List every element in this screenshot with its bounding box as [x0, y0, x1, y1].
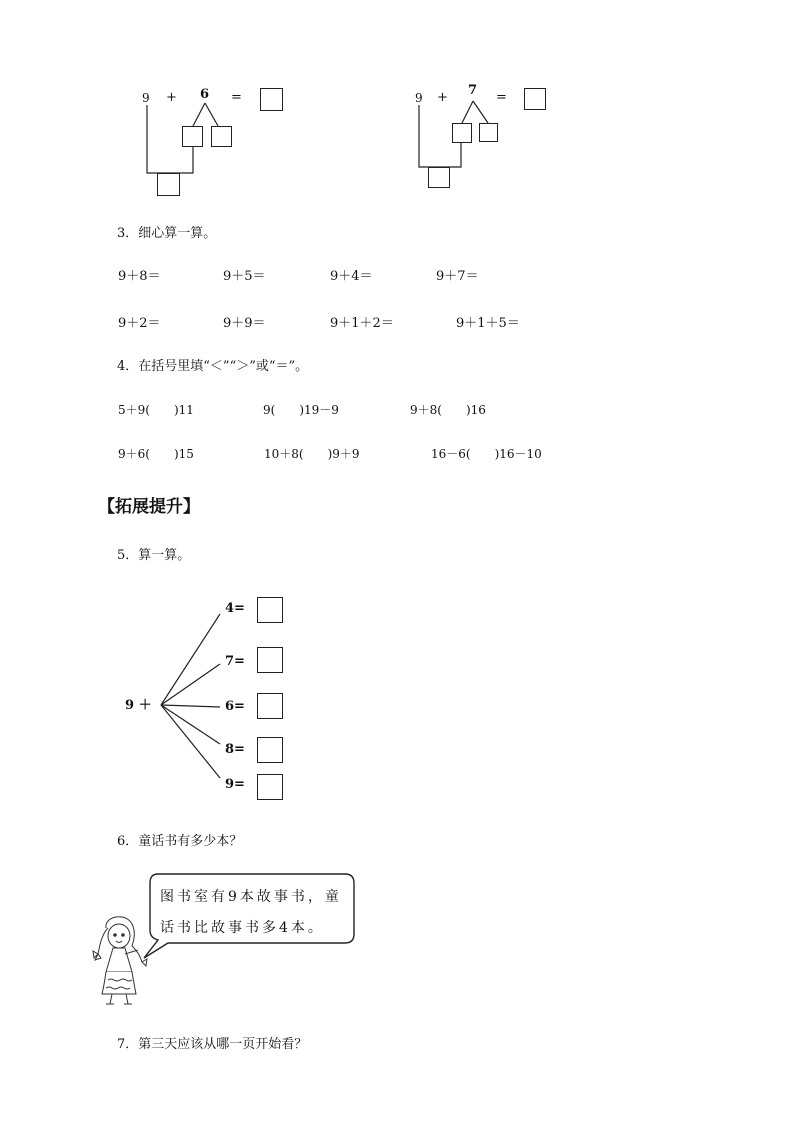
q3-expr-6: 9＋9＝	[223, 316, 266, 331]
q4-compare-5: 10＋8( )9＋9	[264, 447, 360, 461]
diagram1-first-addend: 9	[142, 91, 150, 105]
diagram1-join-line	[147, 105, 193, 173]
q5-branch-label-5: 9=	[225, 777, 245, 792]
diagram2-plus-sign: +	[437, 90, 448, 105]
fan-line-2	[161, 664, 220, 705]
fan-line-4	[161, 705, 220, 744]
q3-expr-3: 9＋4＝	[330, 269, 373, 284]
q4-compare-4: 9＋6( )15	[118, 447, 194, 461]
q3-expr-5: 9＋2＝	[118, 316, 161, 331]
q5-answer-box-2[interactable]	[257, 647, 283, 673]
q5-title: 5．算一算。	[117, 548, 191, 563]
q7-title: 7．第三天应该从哪一页开始看？	[117, 1037, 308, 1052]
q3-expr-2: 9＋5＝	[223, 269, 266, 284]
q6-title: 6．童话书有多少本？	[117, 834, 243, 849]
fan-line-3	[161, 705, 220, 707]
diagram2-join-line	[419, 105, 461, 167]
diagram2-second-addend: 7	[468, 83, 478, 98]
q5-answer-box-4[interactable]	[257, 737, 283, 763]
q5-branch-label-1: 4=	[225, 601, 245, 616]
fan-line-5	[161, 705, 220, 778]
q5-branch-label-2: 7=	[225, 654, 245, 669]
diagram1-equals-sign: =	[231, 90, 242, 105]
fan-line-1	[161, 614, 220, 705]
speech-text-line-1: 图书室有9本故事书，童	[160, 889, 342, 905]
diagram2-equals-sign: =	[496, 90, 507, 105]
diagram2-split-line-left	[462, 101, 473, 123]
q3-expr-7: 9＋1＋2＝	[330, 316, 394, 331]
q3-expr-4: 9＋7＝	[436, 269, 479, 284]
q4-compare-6: 16－6( )16－10	[431, 447, 542, 461]
q5-answer-box-1[interactable]	[257, 597, 283, 623]
q4-title: 4．在括号里填“＜”“＞”或“＝”。	[117, 359, 309, 374]
q3-expr-8: 9＋1＋5＝	[456, 316, 520, 331]
diagram2-split-line-right	[473, 101, 488, 123]
q3-title: 3．细心算一算。	[117, 226, 217, 241]
diagram1-split-line-right	[205, 103, 218, 126]
diagram1-split-line-left	[193, 103, 205, 126]
section-heading: 【拓展提升】	[98, 497, 200, 517]
diagram1-second-addend: 6	[200, 87, 210, 102]
q4-compare-1: 5＋9( )11	[118, 403, 194, 417]
speech-text-line-2: 话书比故事书多4本。	[160, 920, 325, 936]
diagram1-plus-sign: +	[166, 90, 177, 105]
q5-base-expression: 9 ＋	[125, 698, 152, 713]
q5-branch-label-4: 8=	[225, 742, 245, 757]
q3-expr-1: 9＋8＝	[118, 269, 161, 284]
q5-answer-box-3[interactable]	[257, 693, 283, 719]
q5-answer-box-5[interactable]	[257, 774, 283, 800]
q5-branch-label-3: 6=	[225, 699, 245, 714]
diagram2-first-addend: 9	[415, 91, 423, 105]
q4-compare-2: 9( )19－9	[263, 403, 339, 417]
q4-compare-3: 9＋8( )16	[410, 403, 486, 417]
